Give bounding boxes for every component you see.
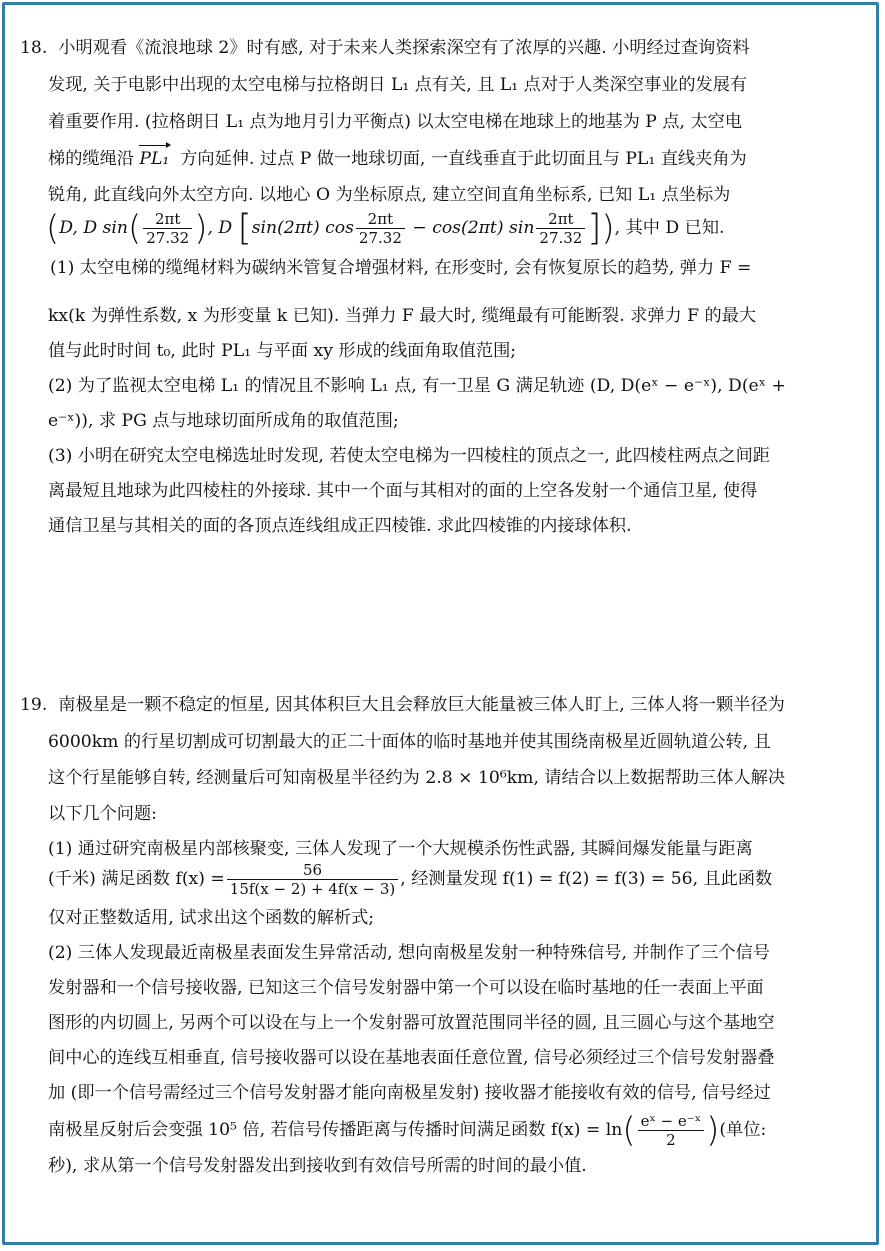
q18-part1-line-1: (1) 太空电梯的缆绳材料为碳纳米管复合增强材料, 在形变时, 会有恢复原长的趋势, 弹力 F = <box>50 258 752 278</box>
q18-coordinate-line <box>46 208 725 249</box>
q19-part2-line-3: 图形的内切圆上, 另两个可以设在与上一个发射器可放置范围同半径的圆, 且三圆心与这个基地空 <box>48 1013 775 1033</box>
fraction-den: 15f(x − 2) + 4f(x − 3) <box>229 880 396 898</box>
q18-line-5: 锐角, 此直线向外太空方向. 以地心 O 为坐标原点, 建立空间直角坐标系, 已知 L₁ 点坐标为 <box>48 185 731 205</box>
q18-part1-line-2: kx(k 为弹性系数, x 为形变量 k 已知). 当弹力 F 最大时, 缆绳最有可能断裂. 求弹力 F 的最大 <box>48 306 757 326</box>
q18-line-4 <box>48 147 747 171</box>
fraction-2pit-b <box>356 210 405 247</box>
bracket-open: [ <box>237 207 252 249</box>
q18-line-1 <box>20 36 750 60</box>
q19-part2-line-4: 间中心的连线互相垂直, 信号接收器可以设在基地表面任意位置, 信号必须经过三个信号发射器叠 <box>48 1048 775 1068</box>
fraction-num: 2πt <box>356 210 405 229</box>
fraction-den: 2 <box>666 1131 676 1149</box>
q18-part3-line-1: (3) 小明在研究太空电梯选址时发现, 若使太空电梯为一四棱柱的顶点之一, 此四棱柱两点之间距 <box>48 446 770 466</box>
q19-part2-line-7: 秒), 求从第一个信号发射器发出到接收到有效信号所需的时间的最小值. <box>48 1156 587 1176</box>
q19-part1-line-3: 仅对正整数适用, 试求出这个函数的解析式; <box>48 908 375 928</box>
coord-inner-a: sin(2πt) cos <box>251 218 354 238</box>
fraction-ln <box>638 1112 705 1149</box>
q19-part1-line-2 <box>48 856 772 902</box>
fraction-2pit-a <box>143 210 192 247</box>
q19-text-p2-6a: 南极星反射后会变强 10⁵ 倍, 若信号传播距离与传播时间满足函数 f(x) = ln <box>48 1120 623 1140</box>
q18-number: 18. <box>20 38 48 58</box>
q19-line-4: 以下几个问题: <box>48 804 157 824</box>
fraction-den: 27.32 <box>539 229 583 247</box>
q19-text-p1-2a: (千米) 满足函数 f(x) = <box>48 869 225 889</box>
q18-text-4a: 梯的缆绳沿 <box>48 149 134 169</box>
paren-inner-close: ) <box>194 208 208 249</box>
fraction-2pit-c <box>536 210 585 247</box>
q19-number: 19. <box>20 695 48 715</box>
fraction-num: 2πt <box>536 210 585 229</box>
paren-open: ( <box>46 208 60 249</box>
q19-line-3: 这个行星能够自转, 经测量后可知南极星半径约为 2.8 × 10⁶km, 请结合以上数据帮助三体人解决 <box>48 768 786 788</box>
coord-inner-b: − cos(2πt) sin <box>406 218 535 238</box>
q18-text-6-tail: , 其中 D 已知. <box>614 218 725 238</box>
fraction-f <box>227 861 398 898</box>
paren-close: ) <box>706 1110 720 1151</box>
q18-line-2: 发现, 关于电影中出现的太空电梯与拉格朗日 L₁ 点有关, 且 L₁ 点对于人类深空事业的发展有 <box>48 75 748 95</box>
q18-text-1: 小明观看《流浪地球 2》时有感, 对于未来人类探索深空有了浓厚的兴趣. 小明经过查询资料 <box>58 38 750 58</box>
fraction-num: 56 <box>227 861 398 880</box>
q19-text-1: 南极星是一颗不稳定的恒星, 因其体积巨大且会释放巨大能量被三体人盯上, 三体人将一颗半径为 <box>58 695 785 715</box>
fraction-den: 27.32 <box>146 229 190 247</box>
q19-text-p2-6b: (单位: <box>719 1120 767 1140</box>
q19-text-p1-2b: , 经测量发现 f(1) = f(2) = f(3) = 56, 且此函数 <box>400 869 773 889</box>
paren-inner-open: ( <box>128 208 142 249</box>
q18-part2-line-1: (2) 为了监视太空电梯 L₁ 的情况且不影响 L₁ 点, 有一卫星 G 满足轨迹 (D, D(eˣ − e⁻ˣ), D(eˣ + <box>48 376 786 396</box>
bracket-close: ] <box>587 207 602 249</box>
coord-mid: , D <box>207 218 233 238</box>
q18-part2-line-2: e⁻ˣ)), 求 PG 点与地球切面所成角的取值范围; <box>48 411 399 431</box>
q19-part2-line-5: 加 (即一个信号需经过三个信号发射器才能向南极星发射) 接收器才能接收有效的信号, 信号经过 <box>48 1083 771 1103</box>
q19-part2-line-6 <box>48 1108 766 1153</box>
q19-line-2: 6000km 的行星切割成可切割最大的正二十面体的临时基地并使其围绕南极星近圆轨道公转, 且 <box>48 732 771 752</box>
fraction-num: 2πt <box>143 210 192 229</box>
q18-part3-line-3: 通信卫星与其相关的面的各顶点连线组成正四棱锥. 求此四棱锥的内接球体积. <box>48 516 632 536</box>
paren-close: ) <box>601 208 615 249</box>
q18-text-4b: 方向延伸. 过点 P 做一地球切面, 一直线垂直于此切面且与 PL₁ 直线夹角为 <box>180 149 747 169</box>
q18-part1-line-3: 值与此时时间 t₀, 此时 PL₁ 与平面 xy 形成的线面角取值范围; <box>48 341 517 361</box>
fraction-num: eˣ − e⁻ˣ <box>638 1112 705 1131</box>
q19-part2-line-1: (2) 三体人发现最近南极星表面发生异常活动, 想向南极星发射一种特殊信号, 并制作了三个信号 <box>48 943 770 963</box>
vector-pl1: PL₁ <box>139 149 170 169</box>
fraction-den: 27.32 <box>358 229 402 247</box>
q19-part2-line-2: 发射器和一个信号接收器, 已知这三个信号发射器中第一个可以设在临时基地的任一表面上平面 <box>48 978 764 998</box>
q19-line-1 <box>20 693 785 717</box>
q18-part3-line-2: 离最短且地球为此四棱柱的外接球. 其中一个面与其相对的面的上空各发射一个通信卫星, 使得 <box>48 481 758 501</box>
q19-part1-line-1: (1) 通过研究南极星内部核聚变, 三体人发现了一个大规模杀伤性武器, 其瞬间爆发能量与距离 <box>48 839 753 859</box>
coord-open: D, D sin <box>59 218 128 238</box>
q18-line-3: 着重要作用. (拉格朗日 L₁ 点为地月引力平衡点) 以太空电梯在地球上的地基为 P 点, 太空电 <box>48 112 743 132</box>
paren-open: ( <box>622 1110 636 1151</box>
